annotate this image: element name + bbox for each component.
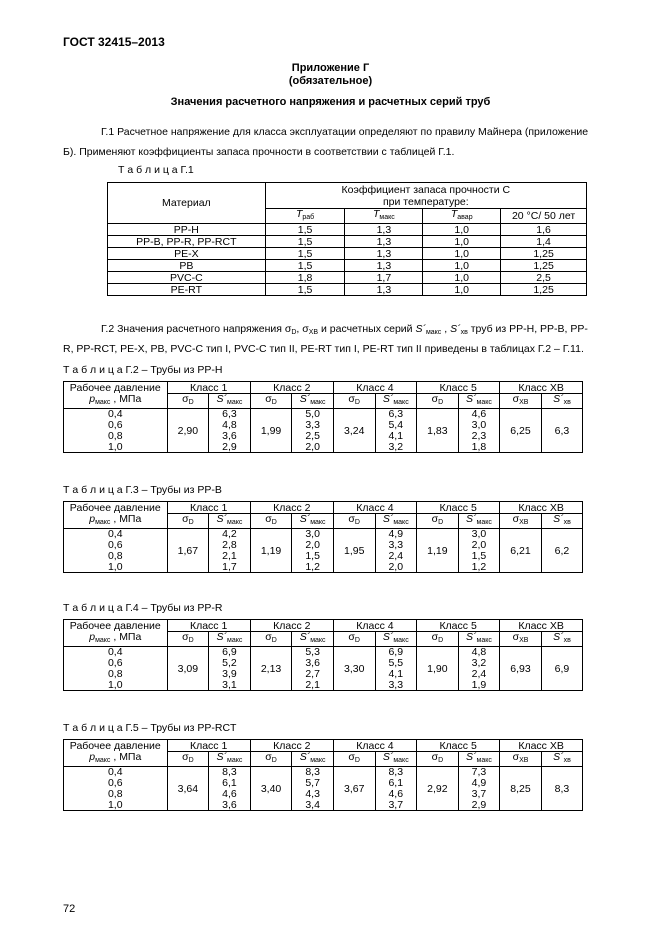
table1-value: 1,0 <box>423 224 501 236</box>
sigma-d-value: 3,30 <box>333 647 375 691</box>
table1-value: 1,0 <box>423 272 501 284</box>
sigma-d-header: $\sigma_D$ <box>417 632 459 647</box>
table1-group-header <box>265 183 586 209</box>
sigma-d-value: 1,19 <box>417 529 459 573</box>
s-max-value: 3,6 <box>292 658 334 669</box>
s-max-value: 3,9 <box>209 669 251 680</box>
table-row <box>64 409 583 420</box>
s-max-value: 1,9 <box>458 680 500 691</box>
pressure-value: 1,0 <box>64 562 168 573</box>
class-header: Класс 2 <box>250 740 333 752</box>
pressure-value: 1,0 <box>64 442 168 453</box>
appendix-status: (обязательное) <box>288 75 373 87</box>
paragraph2-line2: R, PP-RCT, PE-X, PB, PVC-C тип I, PVC-C тип II, PE-RT тип I, PE-RT тип II приведены в таблицах Г.2 – Г.11. <box>63 343 584 355</box>
s-max-value: 1,5 <box>292 551 334 562</box>
sigma-d-header: $\sigma_D$ <box>167 752 209 767</box>
s-max-header: $S´_{макс}$ <box>209 514 251 529</box>
table1-value: 1,5 <box>265 224 345 236</box>
table-header-row <box>64 740 583 752</box>
table1-value: 1,0 <box>423 284 501 296</box>
pressure-header-line2 <box>64 752 168 767</box>
sigma-d-value: 1,19 <box>250 529 292 573</box>
class-header: Класс 4 <box>333 620 416 632</box>
pressure-header-line1: Рабочее давление <box>64 382 168 394</box>
pressure-symbol: p <box>89 750 96 763</box>
s-max-value: 6,1 <box>375 778 417 789</box>
s-max-value: 3,6 <box>209 800 251 811</box>
class-header: Класс 4 <box>333 740 416 752</box>
table1-value: 1,0 <box>423 248 501 260</box>
sigma-d-header: $\sigma_D$ <box>167 632 209 647</box>
table1-value: 1,25 <box>501 284 587 296</box>
table1-subheader-sub: макс <box>379 214 395 221</box>
s-max-header: $S´_{макс}$ <box>292 752 334 767</box>
sigma-xb-value: 6,93 <box>500 647 542 691</box>
s-max-header: $S´_{макс}$ <box>458 394 500 409</box>
sigma-d-header: $\sigma_D$ <box>250 514 292 529</box>
s-xb-header: $S´_{хв}$ <box>541 514 582 529</box>
series-table <box>63 739 583 811</box>
pressure-value: 0,6 <box>64 658 168 669</box>
pressure-unit: , МПа <box>110 630 142 643</box>
table1-value: 1,3 <box>345 236 423 248</box>
s-max-value: 2,0 <box>292 540 334 551</box>
sigma-xb-header: $\sigma_{XB}$ <box>500 514 542 529</box>
table-row <box>108 284 587 296</box>
sigma-d-value: 3,67 <box>333 767 375 811</box>
sigma-d-header: $\sigma_D$ <box>417 752 459 767</box>
paragraph1-line1: Г.1 Расчетное напряжение для класса эксплуатации определяют по правилу Майнера (приложение <box>101 126 589 138</box>
document-header: ГОСТ 32415–2013 <box>63 35 165 49</box>
class-header: Класс 5 <box>417 502 500 514</box>
p2-italic-i: S´ <box>450 323 461 335</box>
s-max-value: 3,6 <box>209 431 251 442</box>
sigma-d-value: 2,90 <box>167 409 209 453</box>
s-max-value: 2,4 <box>375 551 417 562</box>
s-max-value: 5,5 <box>375 658 417 669</box>
table1-value: 1,3 <box>345 260 423 272</box>
sigma-xb-value: 6,21 <box>500 529 542 573</box>
s-max-value: 4,3 <box>292 789 334 800</box>
s-max-value: 1,5 <box>458 551 500 562</box>
p2-sub-j: хв <box>460 329 468 336</box>
sigma-d-value: 1,67 <box>167 529 209 573</box>
s-max-value: 1,7 <box>209 562 251 573</box>
s-max-header: $S´_{макс}$ <box>209 632 251 647</box>
s-max-header: $S´_{макс}$ <box>458 514 500 529</box>
sigma-d-value: 2,92 <box>417 767 459 811</box>
s-max-header: $S´_{макс}$ <box>375 514 417 529</box>
s-max-value: 6,3 <box>209 409 251 420</box>
sigma-d-value: 1,99 <box>250 409 292 453</box>
pressure-sub: макс <box>95 518 111 526</box>
s-max-header: $S´_{макс}$ <box>458 632 500 647</box>
sigma-d-value: 3,09 <box>167 647 209 691</box>
pressure-header-line2 <box>64 632 168 647</box>
s-max-value: 5,0 <box>292 409 334 420</box>
table1-material: PB <box>108 260 266 272</box>
s-max-value: 3,0 <box>458 420 500 431</box>
table-header-row <box>64 514 583 529</box>
sigma-d-header: $\sigma_D$ <box>167 514 209 529</box>
sigma-d-header: $\sigma_D$ <box>250 394 292 409</box>
s-max-value: 7,3 <box>458 767 500 778</box>
appendix-subtitle: Значения расчетного напряжения и расчетных серий труб <box>170 96 491 108</box>
sigma-d-header: $\sigma_D$ <box>417 514 459 529</box>
table1-subheader-1 <box>345 209 423 224</box>
pressure-value: 0,8 <box>64 789 168 800</box>
s-max-value: 4,9 <box>375 529 417 540</box>
sigma-xb-header: $\sigma_{XB}$ <box>500 752 542 767</box>
s-max-header: $S´_{макс}$ <box>458 752 500 767</box>
s-max-value: 2,0 <box>458 540 500 551</box>
class-header: Класс 1 <box>167 502 250 514</box>
table1-value: 1,25 <box>501 248 587 260</box>
sigma-d-header: $\sigma_D$ <box>417 394 459 409</box>
table1-subheader-2 <box>423 209 501 224</box>
sigma-xb-value: 6,25 <box>500 409 542 453</box>
table-row <box>64 647 583 658</box>
s-max-value: 4,2 <box>209 529 251 540</box>
table1-value: 1,3 <box>345 284 423 296</box>
s-max-value: 4,6 <box>209 789 251 800</box>
class-header: Класс 2 <box>250 382 333 394</box>
s-xb-header: $S´_{хв}$ <box>541 752 582 767</box>
s-max-value: 6,1 <box>209 778 251 789</box>
table1-subheader-main: 20 °C/ 50 лет <box>511 210 576 222</box>
sigma-d-header: $\sigma_D$ <box>333 394 375 409</box>
s-max-value: 4,6 <box>375 789 417 800</box>
table1-subheader-3 <box>501 209 587 224</box>
sigma-d-header: $\sigma_D$ <box>333 632 375 647</box>
sigma-d-value: 3,64 <box>167 767 209 811</box>
s-max-value: 6,9 <box>209 647 251 658</box>
table1-value: 1,6 <box>501 224 587 236</box>
table1-subheader-main: T <box>450 208 458 220</box>
pressure-header-line1: Рабочее давление <box>64 740 168 752</box>
s-max-value: 5,2 <box>209 658 251 669</box>
class-header: Класс XB <box>500 502 583 514</box>
class-header: Класс 2 <box>250 502 333 514</box>
s-max-header: $S´_{макс}$ <box>209 394 251 409</box>
table-caption: Т а б л и ц а Г.5 – Трубы из PP-RCT <box>63 722 237 734</box>
table1-material: PVC-C <box>108 272 266 284</box>
pressure-value: 0,6 <box>64 540 168 551</box>
class-header: Класс 1 <box>167 740 250 752</box>
class-header: Класс 1 <box>167 382 250 394</box>
class-header: Класс 5 <box>417 382 500 394</box>
s-max-value: 2,9 <box>458 800 500 811</box>
table1-material: PP-H <box>108 224 266 236</box>
s-xb-value: 6,9 <box>541 647 582 691</box>
table-row <box>64 767 583 778</box>
table1-subheader-sub: раб <box>302 214 315 221</box>
p2-text-k: труб из PP-H, PP-B, PP- <box>467 323 588 335</box>
page-number: 72 <box>63 903 76 915</box>
pressure-value: 0,6 <box>64 420 168 431</box>
s-max-value: 2,0 <box>375 562 417 573</box>
p2-text-a: Г.2 Значения расчетного напряжения σ <box>101 323 292 335</box>
pressure-value: 0,4 <box>64 767 168 778</box>
table1-value: 1,3 <box>345 248 423 260</box>
s-max-value: 1,8 <box>458 442 500 453</box>
s-max-value: 2,9 <box>209 442 251 453</box>
table1-caption: Т а б л и ц а Г.1 <box>118 164 194 176</box>
table1-value: 1,25 <box>501 260 587 272</box>
paragraph1-line2: Б). Применяют коэффициенты запаса прочности в соответствии с таблицей Г.1. <box>63 146 455 158</box>
table-header-row <box>64 382 583 394</box>
table-row <box>108 272 587 284</box>
p2-text-e: и расчетных серий <box>318 323 416 335</box>
pressure-value: 0,8 <box>64 669 168 680</box>
series-table <box>63 381 583 453</box>
pressure-value: 0,8 <box>64 551 168 562</box>
s-max-value: 2,4 <box>458 669 500 680</box>
series-table <box>63 501 583 573</box>
s-xb-value: 6,3 <box>541 409 582 453</box>
s-max-value: 3,0 <box>292 529 334 540</box>
table-g1 <box>107 182 587 296</box>
s-max-value: 1,2 <box>458 562 500 573</box>
s-max-value: 4,8 <box>458 647 500 658</box>
pressure-header-line2 <box>64 394 168 409</box>
table1-subheader-0 <box>265 209 345 224</box>
s-max-value: 2,8 <box>209 540 251 551</box>
s-max-value: 4,1 <box>375 669 417 680</box>
s-max-value: 4,6 <box>458 409 500 420</box>
s-max-value: 2,5 <box>292 431 334 442</box>
table1-material-header: Материал <box>108 183 266 224</box>
sigma-xb-header: $\sigma_{XB}$ <box>500 394 542 409</box>
s-max-header: $S´_{макс}$ <box>375 752 417 767</box>
pressure-unit: , МПа <box>110 392 142 405</box>
table-header-row <box>64 752 583 767</box>
sigma-xb-value: 8,25 <box>500 767 542 811</box>
s-max-value: 3,2 <box>375 442 417 453</box>
sigma-d-value: 1,90 <box>417 647 459 691</box>
table1-subheader-sub: авар <box>457 214 473 221</box>
pressure-symbol: p <box>89 630 96 643</box>
s-max-header: $S´_{макс}$ <box>375 394 417 409</box>
table1-value: 1,0 <box>423 260 501 272</box>
table-row <box>108 236 587 248</box>
s-max-value: 3,3 <box>375 680 417 691</box>
sigma-d-header: $\sigma_D$ <box>167 394 209 409</box>
pressure-value: 0,4 <box>64 529 168 540</box>
s-max-value: 4,9 <box>458 778 500 789</box>
s-max-value: 2,1 <box>292 680 334 691</box>
table-row <box>108 260 587 272</box>
series-table <box>63 619 583 691</box>
table-row <box>108 224 587 236</box>
s-max-value: 3,3 <box>292 420 334 431</box>
class-header: Класс XB <box>500 382 583 394</box>
pressure-sub: макс <box>95 636 111 644</box>
p2-sub-g: макс <box>425 329 442 336</box>
table-header-row <box>64 632 583 647</box>
sigma-xb-header: $\sigma_{XB}$ <box>500 632 542 647</box>
pressure-value: 1,0 <box>64 800 168 811</box>
table1-subheader-main: T <box>373 208 380 220</box>
s-max-value: 8,3 <box>292 767 334 778</box>
table1-value: 1,8 <box>265 272 345 284</box>
appendix-title: Приложение Г <box>291 62 370 74</box>
table1-material: PE-X <box>108 248 266 260</box>
class-header: Класс 2 <box>250 620 333 632</box>
pressure-value: 0,4 <box>64 409 168 420</box>
table-header-row <box>64 394 583 409</box>
s-max-value: 3,3 <box>375 540 417 551</box>
table1-value: 2,5 <box>501 272 587 284</box>
s-max-header: $S´_{макс}$ <box>292 394 334 409</box>
p2-sub-d: XB <box>308 329 319 336</box>
pressure-unit: , МПа <box>110 512 142 525</box>
s-max-value: 2,3 <box>458 431 500 442</box>
p2-text-h: , <box>441 323 451 335</box>
sigma-d-value: 3,40 <box>250 767 292 811</box>
s-max-value: 4,8 <box>209 420 251 431</box>
s-max-value: 5,4 <box>375 420 417 431</box>
table-header-row <box>64 620 583 632</box>
pressure-sub: макс <box>95 398 111 406</box>
p2-text-c: , σ <box>296 323 309 335</box>
class-header: Класс 4 <box>333 382 416 394</box>
s-max-value: 3,7 <box>458 789 500 800</box>
table1-value: 1,5 <box>265 260 345 272</box>
sigma-d-header: $\sigma_D$ <box>333 514 375 529</box>
s-max-header: $S´_{макс}$ <box>209 752 251 767</box>
s-max-value: 6,9 <box>375 647 417 658</box>
table-row <box>64 529 583 540</box>
pressure-symbol: p <box>89 392 96 405</box>
s-max-value: 4,1 <box>375 431 417 442</box>
class-header: Класс 5 <box>417 740 500 752</box>
s-max-value: 3,7 <box>375 800 417 811</box>
s-max-value: 6,3 <box>375 409 417 420</box>
table-row <box>108 248 587 260</box>
s-max-value: 3,0 <box>458 529 500 540</box>
table1-value: 1,5 <box>265 236 345 248</box>
s-max-value: 8,3 <box>375 767 417 778</box>
class-header: Класс 1 <box>167 620 250 632</box>
table1-value: 1,5 <box>265 248 345 260</box>
table1-value: 1,7 <box>345 272 423 284</box>
sigma-d-value: 3,24 <box>333 409 375 453</box>
s-max-header: $S´_{макс}$ <box>375 632 417 647</box>
table1-value: 1,3 <box>345 224 423 236</box>
s-xb-header: $S´_{хв}$ <box>541 394 582 409</box>
sigma-d-value: 1,95 <box>333 529 375 573</box>
table1-subheader-main: T <box>295 208 303 220</box>
s-xb-value: 8,3 <box>541 767 582 811</box>
table1-value: 1,4 <box>501 236 587 248</box>
sigma-d-value: 2,13 <box>250 647 292 691</box>
pressure-value: 0,8 <box>64 431 168 442</box>
s-max-value: 5,7 <box>292 778 334 789</box>
s-max-value: 3,1 <box>209 680 251 691</box>
class-header: Класс XB <box>500 620 583 632</box>
class-header: Класс XB <box>500 740 583 752</box>
pressure-sub: макс <box>95 756 111 764</box>
s-max-value: 1,2 <box>292 562 334 573</box>
s-max-value: 2,7 <box>292 669 334 680</box>
s-max-header: $S´_{макс}$ <box>292 514 334 529</box>
sigma-d-value: 1,83 <box>417 409 459 453</box>
s-max-value: 3,2 <box>458 658 500 669</box>
pressure-unit: , МПа <box>110 750 142 763</box>
p2-sub-b: D <box>291 329 297 336</box>
table1-group-header-line1: Коэффициент запаса прочности C <box>341 183 511 196</box>
table1-value: 1,0 <box>423 236 501 248</box>
table-header-row <box>64 502 583 514</box>
s-max-header: $S´_{макс}$ <box>292 632 334 647</box>
pressure-header-line2 <box>64 514 168 529</box>
class-header: Класс 5 <box>417 620 500 632</box>
s-max-value: 8,3 <box>209 767 251 778</box>
sigma-d-header: $\sigma_D$ <box>333 752 375 767</box>
table1-group-header-line2: при температуре: <box>382 195 469 208</box>
class-header: Класс 4 <box>333 502 416 514</box>
p2-italic-f: S´ <box>415 323 426 335</box>
sigma-d-header: $\sigma_D$ <box>250 752 292 767</box>
table1-material: PP-B, PP-R, PP-RCT <box>108 236 266 248</box>
s-max-value: 2,1 <box>209 551 251 562</box>
pressure-value: 1,0 <box>64 680 168 691</box>
pressure-symbol: p <box>89 512 96 525</box>
table-caption: Т а б л и ц а Г.2 – Трубы из PP-H <box>63 364 223 376</box>
pressure-value: 0,6 <box>64 778 168 789</box>
s-max-value: 3,4 <box>292 800 334 811</box>
table1-value: 1,5 <box>265 284 345 296</box>
table-caption: Т а б л и ц а Г.3 – Трубы из PP-B <box>63 484 222 496</box>
sigma-d-header: $\sigma_D$ <box>250 632 292 647</box>
pressure-value: 0,4 <box>64 647 168 658</box>
pressure-header-line1: Рабочее давление <box>64 502 168 514</box>
s-xb-value: 6,2 <box>541 529 582 573</box>
s-max-value: 5,3 <box>292 647 334 658</box>
s-xb-header: $S´_{хв}$ <box>541 632 582 647</box>
s-max-value: 2,0 <box>292 442 334 453</box>
pressure-header-line1: Рабочее давление <box>64 620 168 632</box>
table1-material: PE-RT <box>108 284 266 296</box>
table-caption: Т а б л и ц а Г.4 – Трубы из PP-R <box>63 602 223 614</box>
